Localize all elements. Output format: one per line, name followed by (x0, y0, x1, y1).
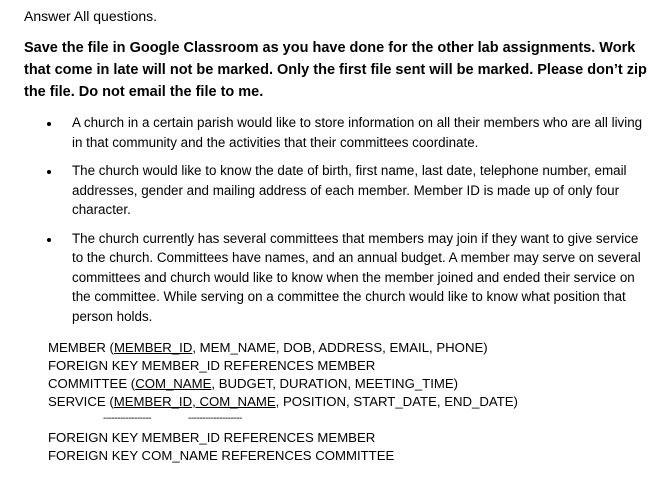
relation-name: MEMBER ( (48, 340, 114, 355)
relation-attributes: , POSITION, START_DATE, END_DATE) (275, 394, 518, 409)
foreign-key-member: FOREIGN KEY MEMBER_ID REFERENCES MEMBER (48, 430, 376, 445)
bullet-icon (47, 170, 51, 174)
primary-key: COM_NAME (135, 376, 212, 391)
relation-name: SERVICE ( (48, 394, 114, 409)
primary-key: MEMBER_ID (113, 340, 193, 355)
relation-name: COMMITTEE ( (48, 376, 136, 391)
committee-relation (48, 375, 518, 393)
list-item-text: A church in a certain parish would like to store information on all their members who are all living in that community and the activities that their committees coordinate. (72, 115, 643, 150)
bullet-icon (47, 238, 51, 242)
primary-key: COM_NAME (199, 394, 276, 409)
list-item-text: The church currently has several committees that members may join if they want to give service to the church. Committees have names, and an annual budget. A member may serve on several committees and church would like to know when the member joined and ended their service on the committee. While serving on a committee the church would like to know what position that person holds. (72, 230, 641, 324)
bullet-icon (47, 122, 51, 126)
service-relation (48, 393, 518, 411)
foreign-key-marker: ----------------- (103, 413, 152, 424)
member-foreign-key: FOREIGN KEY MEMBER_ID REFERENCES MEMBER (48, 358, 376, 373)
service-foreign-keys (48, 429, 394, 465)
relational-schema (48, 339, 518, 411)
requirements-list (46, 113, 650, 335)
list-item-text: The church would like to know the date of birth, first name, last date, telephone number, email addresses, gender and mailing address of each member. Member ID is made up of only four character. (72, 163, 627, 217)
list-item (46, 229, 650, 327)
submission-instructions: Save the file in Google Classroom as you have done for the other lab assignments. Work that come in late will not be marked. Only the first file sent will be marked. Please don’t zip the file. Do not email the file to me. (24, 40, 647, 100)
primary-key: MEMBER_ID (113, 394, 193, 409)
relation-attributes: , BUDGET, DURATION, MEETING_TIME) (211, 376, 459, 391)
relation-attributes: , MEM_NAME, DOB, ADDRESS, EMAIL, PHONE) (192, 340, 488, 355)
foreign-key-committee: FOREIGN KEY COM_NAME REFERENCES COMMITTEE (48, 448, 395, 463)
list-item (46, 113, 650, 152)
intro-heading: Answer All questions. (24, 8, 158, 24)
foreign-key-marker: ------------------- (188, 413, 242, 424)
member-relation (48, 339, 518, 357)
list-item (46, 161, 650, 220)
key-separator: , (192, 394, 200, 409)
